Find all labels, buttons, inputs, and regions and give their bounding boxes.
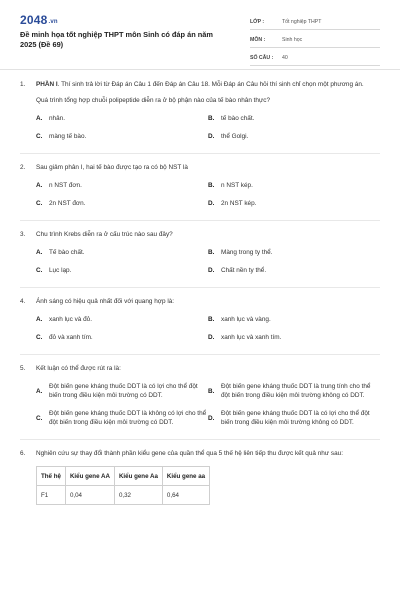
- option-b[interactable]: B. Đột biến gene kháng thuốc DDT là trung tính cho thể đột biến trong điều kiện môi trường không có DDT.: [208, 383, 371, 399]
- question-number: 6.: [20, 450, 26, 457]
- question-divider: [20, 354, 380, 355]
- part-label: PHẦN I: [36, 81, 58, 88]
- meta-row-class: LỚP : Tốt nghiệp THPT: [250, 14, 380, 30]
- option-c[interactable]: C. đỏ và xanh tím.: [36, 334, 93, 341]
- option-d[interactable]: D. Chất nền ty thể.: [208, 267, 267, 274]
- table-cell: 0,32: [114, 486, 162, 505]
- answer-options: [36, 315, 380, 351]
- answer-options: [36, 181, 380, 217]
- question-list: [20, 80, 380, 505]
- question-divider: [20, 439, 380, 440]
- option-c[interactable]: C. Đột biến gene kháng thuốc DDT là không có lợi cho thể đột biến trong điều kiện môi trường có DDT.: [36, 410, 207, 426]
- question-number: 4.: [20, 298, 26, 305]
- table-row: [37, 486, 210, 505]
- question-divider: [20, 220, 380, 221]
- meta-row-subject: MÔN : Sinh học: [250, 32, 380, 48]
- option-b[interactable]: B. tế bào chất.: [208, 115, 255, 122]
- question-3: [20, 230, 380, 284]
- option-d[interactable]: D. thể Golgi.: [208, 133, 249, 140]
- table-header-row: [37, 467, 210, 486]
- exam-meta: [250, 14, 380, 68]
- question-number: 3.: [20, 231, 26, 238]
- column-header: Kiểu gene AA: [65, 467, 114, 486]
- option-c[interactable]: C. Lục lạp.: [36, 267, 72, 274]
- question-text: Sau giảm phân I, hai tế bào được tạo ra có bộ NST là: [36, 164, 188, 171]
- part-instructions: . Thí sinh trả lời từ Đáp án Câu 1 đến Đáp án Câu 18. Mỗi Đáp án Câu hỏi thí sinh chỉ chọn một phương án.: [57, 81, 364, 88]
- header-divider: [0, 69, 400, 70]
- column-header: Thế hệ: [37, 467, 66, 486]
- option-a[interactable]: A. n NST đơn.: [36, 182, 82, 189]
- option-d[interactable]: D. xanh lục và xanh tím.: [208, 334, 282, 341]
- option-a[interactable]: A. xanh lục và đỏ.: [36, 316, 92, 323]
- meta-row-question-count: SỐ CÂU : 40: [250, 50, 380, 66]
- option-d[interactable]: D. Đột biến gene kháng thuốc DDT là có lợi cho thể đột biến trong điều kiện môi trường không có DDT.: [208, 410, 370, 426]
- question-divider: [20, 153, 380, 154]
- question-text: Quá trình tổng hợp chuỗi polipeptide diễn ra ở bộ phận nào của tế bào nhân thực?: [36, 97, 271, 104]
- genotype-table: [36, 466, 210, 505]
- question-text: Chu trình Krebs diễn ra ở cấu trúc nào sau đây?: [36, 231, 173, 238]
- answer-options: [36, 114, 380, 150]
- question-text: Nghiên cứu sự thay đổi thành phần kiểu gene của quần thể qua 5 thế hệ liên tiếp thu được kết quả như sau:: [36, 450, 343, 457]
- question-5: [20, 364, 380, 436]
- question-number: 5.: [20, 365, 26, 372]
- column-header: Kiểu gene aa: [162, 467, 209, 486]
- table-cell: 0,04: [65, 486, 114, 505]
- question-number: 1.: [20, 81, 26, 88]
- option-b[interactable]: B. n NST kép.: [208, 182, 253, 189]
- question-number: 2.: [20, 164, 26, 171]
- table-cell: F1: [37, 486, 66, 505]
- column-header: Kiểu gene Aa: [114, 467, 162, 486]
- question-divider: [20, 287, 380, 288]
- option-c[interactable]: C. 2n NST đơn.: [36, 200, 86, 207]
- option-d[interactable]: D. 2n NST kép.: [208, 200, 257, 207]
- option-c[interactable]: C. màng tế bào.: [36, 133, 87, 140]
- question-text: Kết luận có thể được rút ra là:: [36, 365, 121, 372]
- site-logo[interactable]: 2048.vn: [20, 13, 58, 27]
- document-title: Đề minh họa tốt nghiệp THPT môn Sinh có đáp án năm 2025 (Đề 69): [20, 30, 213, 49]
- option-a[interactable]: A. Đột biến gene kháng thuốc DDT là có lợi cho thể đột biến trong điều kiện môi trường có DDT.: [36, 383, 198, 399]
- document-header: [0, 0, 400, 66]
- option-a[interactable]: A. nhân.: [36, 115, 65, 122]
- option-b[interactable]: B. xanh lục và vàng.: [208, 316, 271, 323]
- answer-options: [36, 248, 380, 284]
- question-1: [20, 80, 380, 150]
- question-6: [20, 449, 380, 505]
- table-cell: 0,64: [162, 486, 209, 505]
- question-text: Ánh sáng có hiệu quả nhất đối với quang hợp là:: [36, 298, 175, 305]
- question-2: [20, 163, 380, 217]
- answer-options: [36, 382, 380, 436]
- question-4: [20, 297, 380, 351]
- option-b[interactable]: B. Màng trong ty thể.: [208, 249, 273, 256]
- option-a[interactable]: A. Tế bào chất.: [36, 249, 85, 256]
